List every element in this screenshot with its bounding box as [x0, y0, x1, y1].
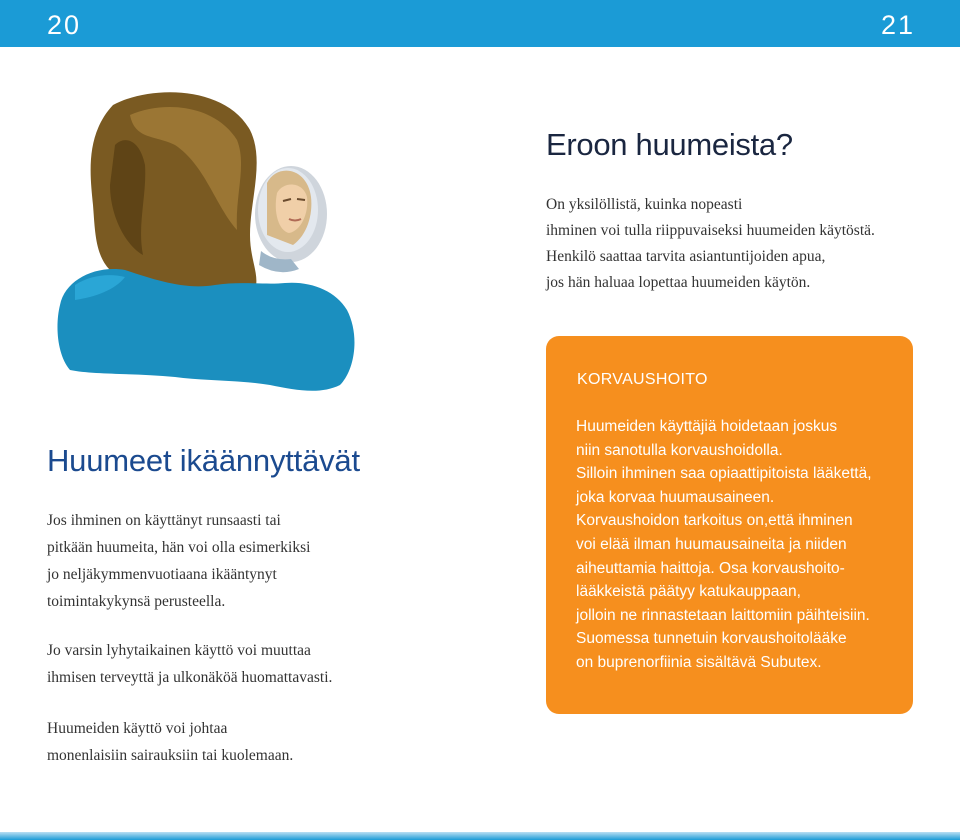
footer-bar	[0, 832, 960, 840]
body-line: Jo varsin lyhytaikainen käyttö voi muuttaa	[47, 642, 311, 659]
header-bar	[0, 0, 960, 47]
info-box-line: aiheuttamia haittoja. Osa korvaushoito-	[576, 559, 845, 577]
body-line: Jos ihminen on käyttänyt runsaasti tai	[47, 512, 281, 529]
body-line: pitkään huumeita, hän voi olla esimerkiksi	[47, 539, 311, 556]
body-line: Huumeiden käyttö voi johtaa	[47, 720, 228, 737]
info-box-line: niin sanotulla korvaushoidolla.	[576, 441, 783, 459]
left-paragraph-3	[47, 715, 487, 769]
page-title-right: Eroon huumeista?	[546, 127, 793, 162]
info-box-title: KORVAUSHOITO	[577, 371, 708, 388]
info-box-line: lääkkeistä päätyy katukauppaan,	[576, 583, 801, 601]
intro-line: On yksilöllistä, kuinka nopeasti	[546, 196, 743, 213]
section-title-left: Huumeet ikäännyttävät	[47, 443, 360, 478]
info-box-body	[576, 415, 906, 675]
body-line: ihmisen terveyttä ja ulkonäköä huomattavasti.	[47, 669, 333, 686]
left-paragraph-1	[47, 507, 487, 615]
page-number-left: 20	[47, 10, 82, 40]
woman-sweater-icon	[57, 269, 354, 391]
woman-looking-in-mirror-icon	[55, 85, 365, 400]
woman-hair-icon	[91, 92, 257, 291]
info-box-line: voi elää ilman huumausaineita ja niiden	[576, 535, 847, 553]
info-box-line: Korvaushoidon tarkoitus on,että ihminen	[576, 512, 853, 530]
page-number-right: 21	[880, 10, 915, 40]
body-line: jo neljäkymmenvuotiaana ikääntynyt	[47, 566, 277, 583]
info-box-line: jolloin ne rinnastetaan laittomiin päihteisiin.	[576, 606, 870, 624]
left-paragraph-2	[47, 637, 487, 691]
info-box-line: Silloin ihminen saa opiaattipitoista lääkettä,	[576, 465, 872, 483]
info-box-line: on buprenorfiinia sisältävä Subutex.	[576, 653, 822, 671]
info-box-line: Huumeiden käyttäjiä hoidetaan joskus	[576, 418, 838, 435]
intro-line: ihminen voi tulla riippuvaiseksi huumeiden käytöstä.	[546, 222, 875, 239]
intro-paragraph	[546, 192, 946, 296]
intro-line: jos hän haluaa lopettaa huumeiden käytön.	[546, 274, 811, 291]
body-line: toimintakykynsä perusteella.	[47, 593, 226, 610]
body-line: monenlaisiin sairauksiin tai kuolemaan.	[47, 747, 294, 764]
info-box-line: Suomessa tunnetuin korvaushoitolääke	[576, 630, 847, 648]
intro-line: Henkilö saattaa tarvita asiantuntijoiden apua,	[546, 248, 826, 265]
mirror-icon	[255, 166, 327, 272]
info-box-line: joka korvaa huumausaineen.	[576, 488, 775, 506]
info-box-korvaushoito	[546, 336, 913, 714]
